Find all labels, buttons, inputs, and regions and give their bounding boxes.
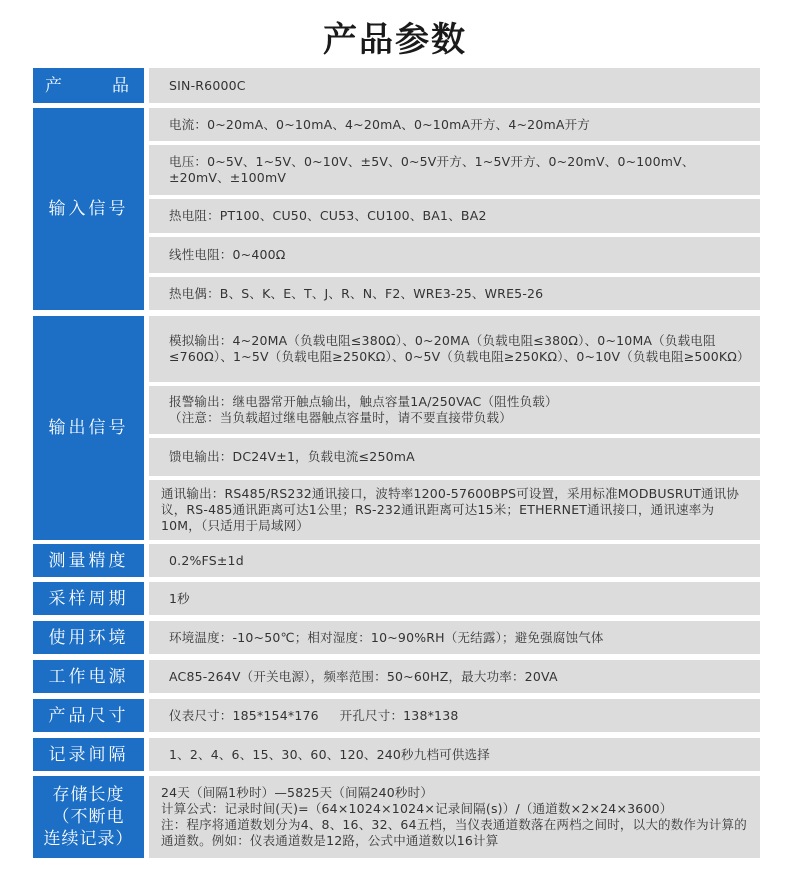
label-product	[33, 68, 144, 103]
output-alarm	[149, 386, 760, 434]
output-communication	[149, 480, 760, 540]
label-interval: 记录间隔	[33, 738, 144, 771]
output-analog-text: 模拟输出：4~20MA（负载电阻≤380Ω）、0~20MA（负载电阻≤380Ω）、0~10MA（负载电阻≤760Ω）、1~5V（负载电阻≥250KΩ）、0~5V（负载电阻≥250KΩ）、0~10V（负载电阻≥500KΩ）	[169, 333, 750, 364]
value-interval-text: 1、2、4、6、15、30、60、120、240秒九档可供选择	[169, 746, 490, 762]
value-accuracy-text: 0.2%FS±1d	[169, 552, 244, 568]
value-size	[149, 699, 760, 732]
output-analog	[149, 316, 760, 382]
value-environment	[149, 621, 760, 654]
value-product-text: SIN-R6000C	[169, 77, 246, 93]
input-thermocouple-text: 热电偶：B、S、K、E、T、J、R、N、F2、WRE3-25、WRE5-26	[169, 285, 544, 301]
value-power-text: AC85-264V（开关电源），频率范围：50~60HZ，最大功率：20VA	[169, 668, 558, 684]
input-voltage-text: 电压：0~5V、1~5V、0~10V、±5V、0~5V开方、1~5V开方、0~20mV、0~100mV、±20mV、±100mV	[169, 154, 695, 185]
input-current	[149, 108, 760, 141]
input-voltage	[149, 145, 760, 195]
input-thermocouple	[149, 277, 760, 310]
value-product	[149, 68, 760, 103]
value-sampling	[149, 582, 760, 615]
label-accuracy: 测量精度	[33, 544, 144, 577]
input-current-text: 电流：0~20mA、0~10mA、4~20mA、0~10mA开方、4~20mA开方	[169, 116, 590, 132]
value-storage	[149, 776, 760, 858]
label-input: 输入信号	[33, 108, 144, 310]
output-communication-text: 通讯输出：RS485/RS232通讯接口，波特率1200-57600BPS可设置，采用标准MODBUSRUT通讯协议，RS-485通讯距离可达1公里；RS-232通讯距离可达15米；ETHERNET通讯接口，通讯速率为10M，（只适用于局域网）	[161, 486, 740, 533]
output-alarm-text: 报警输出：继电器常开触点输出，触点容量1A/250VAC（阻性负载） （注意：当负载超过继电器触点容量时，请不要直接带负载）	[169, 394, 558, 425]
label-product-b: 品	[112, 75, 132, 96]
input-linear-resistance	[149, 237, 760, 273]
value-storage-text: 24天（间隔1秒时）—5825天（间隔240秒时） 计算公式：记录时间(天)=（64×1024×1024×记录间隔(s)）/（通道数×2×24×3600） 注：程序将通道数划分为4、8、16、32、64五档，当仪表通道数落在两档之间时，以大的数作为计算的通道数。例如：仪表通道数是12路，公式中通道数以16计算	[161, 785, 747, 848]
output-feed	[149, 438, 760, 476]
value-power	[149, 660, 760, 693]
value-sampling-text: 1秒	[169, 590, 190, 606]
value-interval	[149, 738, 760, 771]
output-feed-text: 馈电输出：DC24V±1，负载电流≤250mA	[169, 449, 415, 464]
label-environment: 使用环境	[33, 621, 144, 654]
value-accuracy	[149, 544, 760, 577]
input-rtd	[149, 199, 760, 233]
value-size-text: 仪表尺寸：185*154*176 开孔尺寸：138*138	[169, 707, 459, 723]
label-output: 输出信号	[33, 316, 144, 540]
label-power: 工作电源	[33, 660, 144, 693]
input-linear-resistance-text: 线性电阻：0~400Ω	[169, 247, 286, 262]
label-product-a: 产	[45, 75, 65, 96]
page-title: 产品参数	[323, 20, 467, 60]
label-storage: 存储长度 （不断电 连续记录）	[33, 776, 144, 858]
label-sampling: 采样周期	[33, 582, 144, 615]
label-size: 产品尺寸	[33, 699, 144, 732]
value-environment-text: 环境温度：-10~50℃；相对湿度：10~90%RH（无结露）；避免强腐蚀气体	[169, 629, 604, 645]
input-rtd-text: 热电阻：PT100、CU50、CU53、CU100、BA1、BA2	[169, 208, 487, 223]
